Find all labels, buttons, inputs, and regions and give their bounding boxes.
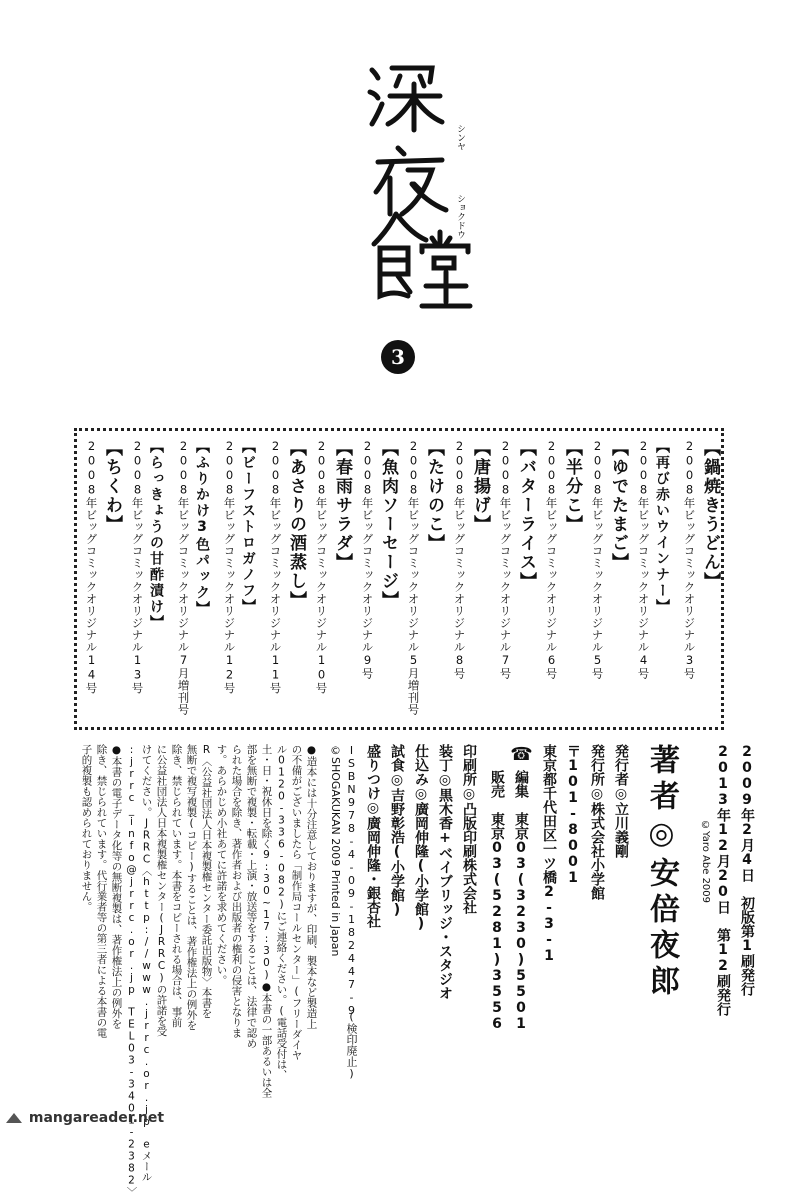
toc-story-title: 【ちくわ】	[102, 439, 122, 534]
publisher-person: 発行者◎立川義剛	[613, 744, 629, 858]
volume-badge: 3	[381, 340, 415, 374]
legal-note-line: に公益社団法人日本複製権センター(JRRC)の許諾を受	[155, 744, 168, 1037]
legal-note-line: られた場合を除き、著作者および出版者の権利の侵害となりま	[230, 744, 243, 1038]
plating-credit: 盛りつけ◎廣岡伸隆・銀杏社	[365, 744, 381, 928]
legal-note-line: 土・日・祝休日を除く9:30~17:30)●本書の一部あるいは全	[260, 744, 273, 1098]
toc-story-title: 【再び赤いウインナー】	[654, 439, 670, 615]
printed-in-japan: ©SHOGAKUKAN 2009 Printed in Japan	[329, 744, 342, 957]
toc-entry	[681, 439, 721, 725]
toc-story-source: 2008年ビッグコミックオリジナル10号	[314, 439, 329, 694]
toc-entry	[83, 439, 123, 725]
toc-entry	[221, 439, 261, 725]
title-ruby-bottom: ショクドウ	[455, 194, 465, 239]
legal-note-line: 部を無断で複製・転載・上演・放送等をすることは、法律で認め	[245, 744, 258, 1049]
design-credit: 装丁◎黒木香+ベイブリッジ・スタジオ	[437, 744, 453, 1000]
issue-date-first: 2009年2月4日 初版第1刷発行	[739, 744, 755, 996]
toc-story-source: 2008年ビッグコミックオリジナル9号	[360, 439, 375, 680]
toc-story-title: 【春雨サラダ】	[332, 439, 352, 572]
toc-story-title: 【ふりかけ3色パック】	[194, 439, 210, 617]
legal-note-line: ル0120-336-082)にご連絡ください。(電話受付は、	[275, 744, 288, 1080]
site-watermark	[4, 1110, 164, 1126]
title-ruby-top: シンヤ	[455, 124, 465, 151]
address: 東京都千代田区一ツ橋2-3-1	[541, 744, 557, 964]
toc-entry	[451, 439, 491, 725]
prep-credit: 仕込み◎廣岡伸隆(小学館)	[413, 744, 429, 932]
watermark-text: mangareader.net	[28, 1110, 165, 1126]
toc-story-title: 【魚肉ソーセージ】	[378, 439, 398, 610]
toc-story-title: 【半分こ】	[562, 439, 582, 534]
phone-icon: ☎	[511, 744, 532, 765]
toc-story-source: 2008年ビッグコミックオリジナル12号	[222, 439, 237, 694]
legal-note-line: 除き、禁じられています。代行業者等の第三者による本書の電	[95, 744, 108, 1038]
toc-entry	[175, 439, 215, 725]
toc-story-title: 【あさりの酒蒸し】	[286, 439, 306, 610]
toc-entry	[497, 439, 537, 725]
toc-story-source: 2008年ビッグコミックオリジナル5月増刊号	[406, 439, 421, 716]
toc-story-title: 【鍋焼きうどん】	[700, 439, 720, 591]
toc-story-source: 2008年ビッグコミックオリジナル6号	[544, 439, 559, 680]
toc-entry	[267, 439, 307, 725]
toc-entry	[635, 439, 675, 725]
watermark-icon	[4, 1111, 24, 1125]
printing-company: 印刷所◎凸版印刷株式会社	[461, 744, 477, 914]
legal-note-line: けてください。JRRC〈http://www.jrrc.or.jp eメール	[140, 744, 153, 1182]
legal-note-line: 除き、禁じられています。本書をコピーされる場合は、事前	[170, 744, 183, 1028]
toc-story-source: 2008年ビッグコミックオリジナル4号	[636, 439, 651, 680]
publisher-company: 発行所◎株式会社小学館	[589, 744, 605, 900]
author-copyright: ©Yaro Abe 2009	[700, 820, 711, 904]
toc-story-source: 2008年ビッグコミックオリジナル14号	[84, 439, 99, 694]
toc-entry	[543, 439, 583, 725]
title-logo	[300, 40, 500, 360]
toc-entry	[589, 439, 629, 725]
legal-note-line: す。あらかじめ小社あてに許諾を求めてください。	[215, 744, 228, 986]
legal-note-line: の不備がございましたら「制作局コールセンター」(フリーダイヤ	[290, 744, 303, 1061]
toc-story-source: 2008年ビッグコミックオリジナル5号	[590, 439, 605, 680]
toc-story-source: 2008年ビッグコミックオリジナル11号	[268, 439, 283, 694]
tasting-credit: 試食◎吉野彰浩(小学館)	[389, 744, 405, 918]
toc-story-source: 2008年ビッグコミックオリジナル7月増刊号	[176, 439, 191, 716]
toc-story-source: 2008年ビッグコミックオリジナル13号	[130, 439, 145, 694]
stamp-note: (検印廃止)	[345, 1010, 358, 1080]
legal-note-line: 子的複製も認められておりません。	[80, 744, 93, 912]
toc-story-title: 【たけのこ】	[424, 439, 444, 553]
phone-sales: 販売 東京03(5281)3556	[489, 770, 505, 1032]
toc-entry	[129, 439, 169, 725]
legal-note-line: :jrrc_info@jrrc.or.jp TEL03-3401-2382〉	[125, 744, 138, 1197]
author-credit: 著者◎安倍夜郎	[644, 744, 679, 1001]
toc-story-title: 【ビーフストロガノフ】	[240, 439, 256, 615]
issue-date-reprint: 2013年12月20日 第12刷発行	[715, 744, 731, 1016]
phone-editorial: 編集 東京03(3230)5501	[513, 770, 529, 1032]
legal-note-line: 無断で複写複製(コピー)することは、著作権法上の例外を	[185, 744, 198, 1031]
toc-story-source: 2008年ビッグコミックオリジナル7号	[498, 439, 513, 680]
table-of-contents	[74, 428, 724, 730]
legal-note-line: ●造本には十分注意しておりますが、印刷、製本など製造上	[305, 744, 318, 1029]
toc-entry	[359, 439, 399, 725]
toc-entry	[313, 439, 353, 725]
legal-note-line: ●本書の電子データ化等の無断複製は、著作権法上の例外を	[110, 744, 123, 1029]
toc-story-title: 【唐揚げ】	[470, 439, 490, 534]
toc-story-title: 【らっきょうの甘酢漬け】	[148, 439, 164, 631]
isbn: ISBN978-4-09-182447-9	[345, 744, 358, 1017]
toc-entry	[405, 439, 445, 725]
toc-story-title: 【バターライス】	[516, 439, 536, 591]
toc-story-title: 【ゆでたまご】	[608, 439, 628, 572]
legal-note-line: R〈公益社団法人日本複製権センター委託出版物〉本書を	[200, 744, 213, 1019]
toc-story-source: 2008年ビッグコミックオリジナル8号	[452, 439, 467, 680]
toc-story-source: 2008年ビッグコミックオリジナル3号	[682, 439, 697, 680]
postal-code: 〒101-8001	[565, 744, 581, 886]
